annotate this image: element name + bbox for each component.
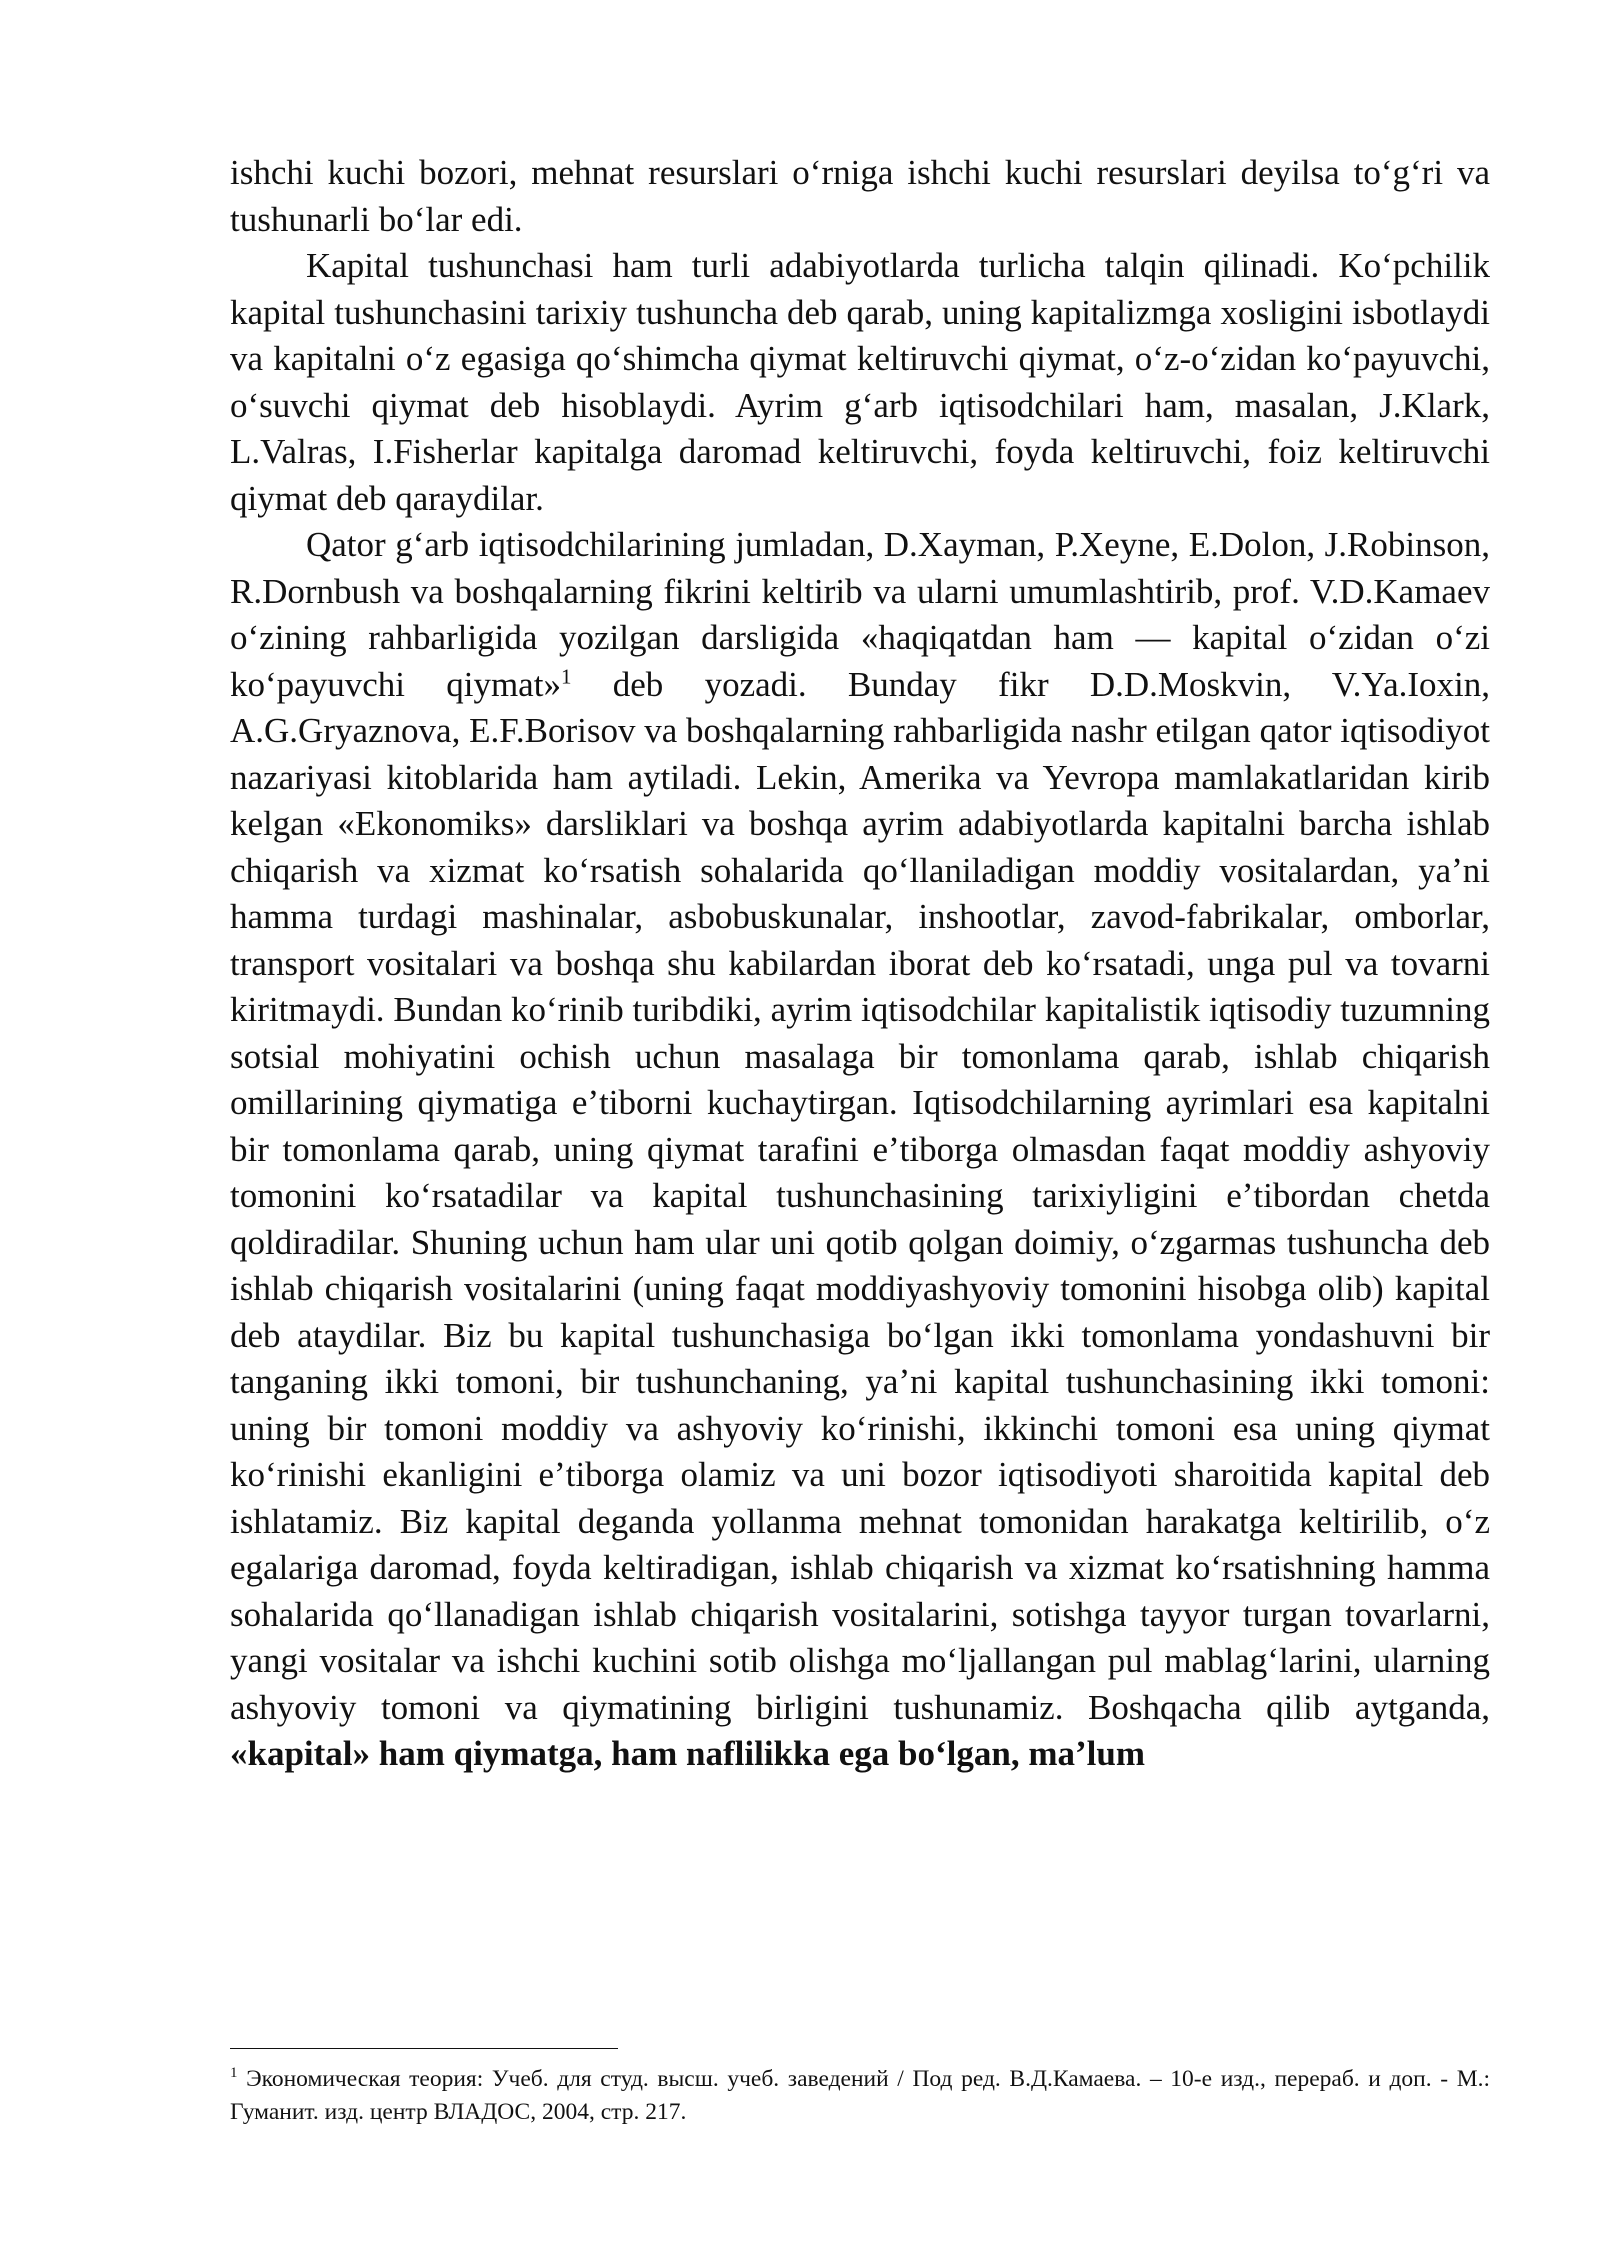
paragraph-capital-concept: Kapital tushunchasi ham turli adabiyotlarda turlicha talqin qilinadi. Koʻpchilik kapital tushunchasini tarixiy tushuncha deb qarab, uning kapitalizmga xosligini isbotlaydi va kapitalni oʻz egasiga qoʻshimcha qiymat keltiruvchi qiymat, oʻz-oʻzidan koʻpayuvchi, oʻsuvchi qiymat deb hisoblaydi. Ayrim gʻarb iqtisodchilari ham, masalan, J.Klark, L.Valras, I.Fisherlar kapitalga daromad keltiruvchi, foyda keltiruvchi, foiz keltiruvchi qiymat deb qaraydilar. xyxy=(230,246,1490,518)
footnote-text: Экономическая теория: Учеб. для студ. высш. учеб. заведений / Под ред. В.Д.Камаева. – 10-е изд., перераб. и доп. - М.: Гуманит. изд. центр ВЛАДОС, 2004, стр. 217. xyxy=(230,2066,1490,2125)
footnote xyxy=(230,2063,1490,2129)
footnote-reference[interactable]: 1 xyxy=(560,663,572,688)
footnote-marker: 1 xyxy=(230,2065,238,2082)
footnote-separator xyxy=(230,2048,618,2049)
paragraph-text-after-ref: deb yozadi. Bunday fikr D.D.Moskvin, V.Ya.Ioxin, A.G.Gryaznova, E.F.Borisov va boshqalarning rahbarligida nashr etilgan qator iqtisodiyot nazariyasi kitoblarida ham aytiladi. Lekin, Amerika va Yevropa mamlakatlaridan kirib kelgan «Ekonomiks» darsliklari va boshqa ayrim adabiyotlarda kapitalni barcha ishlab chiqarish va xizmat koʻrsatish sohalarida qoʻllaniladigan moddiy vositalardan, yaʼni hamma turdagi mashinalar, asbobuskunalar, inshootlar, zavod-fabrikalar, omborlar, transport vositalari va boshqa shu kabilardan iborat deb koʻrsatadi, unga pul va tovarni kiritmaydi. Bundan koʻrinib turibdiki, ayrim iqtisodchilar kapitalistik iqtisodiy tuzumning sotsial mohiyatini ochish uchun masalaga bir tomonlama qarab, ishlab chiqarish omillarining qiymatiga eʼtiborni kuchaytirgan. Iqtisodchilarning ayrimlari esa kapitalni bir tomonlama qarab, uning qiymat tarafini eʼtiborga olmasdan faqat moddiy ashyoviy tomonini koʻrsatadilar va kapital tushunchasining tarixiyligini eʼtibordan chetda qoldiradilar. Shuning uchun ham ular uni qotib qolgan doimiy, oʻzgarmas tushuncha deb ishlab chiqarish vositalarini (uning faqat moddiyashyoviy tomonini hisobga olib) kapital deb ataydilar. Biz bu kapital tushunchasiga boʻlgan ikki tomonlama yondashuvni bir tanganing ikki tomoni, bir tushunchaning, yaʼni kapital tushunchasining ikki tomoni: uning bir tomoni moddiy va ashyoviy koʻrinishi, ikkinchi tomoni esa uning qiymat koʻrinishi ekanligini eʼtiborga olamiz va uni bozor iqtisodiyoti sharoitida kapital deb ishlatamiz. Biz kapital deganda yollanma mehnat tomonidan harakatga keltirilib, oʻz egalariga daromad, foyda keltiradigan, ishlab chiqarish va xizmat koʻrsatishning hamma sohalarida qoʻllanadigan ishlab chiqarish vositalarini, sotishga tayyor turgan tovarlarni, yangi vositalar va ishchi kuchini sotib olishga moʻljallangan pul mablagʻlarini, ularning ashyoviy tomoni va qiymatining birligini tushunamiz. Boshqacha qilib aytganda, xyxy=(230,664,1491,1727)
paragraph-continuation: ishchi kuchi bozori, mehnat resurslari oʻrniga ishchi kuchi resurslari deyilsa toʻgʻri va tushunarli boʻlar edi. xyxy=(230,153,1490,239)
document-body xyxy=(230,150,1490,1778)
paragraph-western-economists xyxy=(230,522,1490,1778)
paragraph-text-before-ref: Qator gʻarb iqtisodchilarining jumladan, D.Xayman, P.Xeyne, E.Dolon, J.Robinson, R.Dornbush va boshqalarning fikrini keltirib va ularni umumlashtirib, prof. V.D.Kamaev oʻzining rahbarligida yozilgan darsligida «haqiqatdan ham — kapital oʻzidan oʻzi koʻpayuvchi qiymat» xyxy=(230,525,1490,704)
bold-definition-text: «kapital» ham qiymatga, ham naflilikka ega boʻlgan, maʼlum xyxy=(230,1734,1145,1773)
